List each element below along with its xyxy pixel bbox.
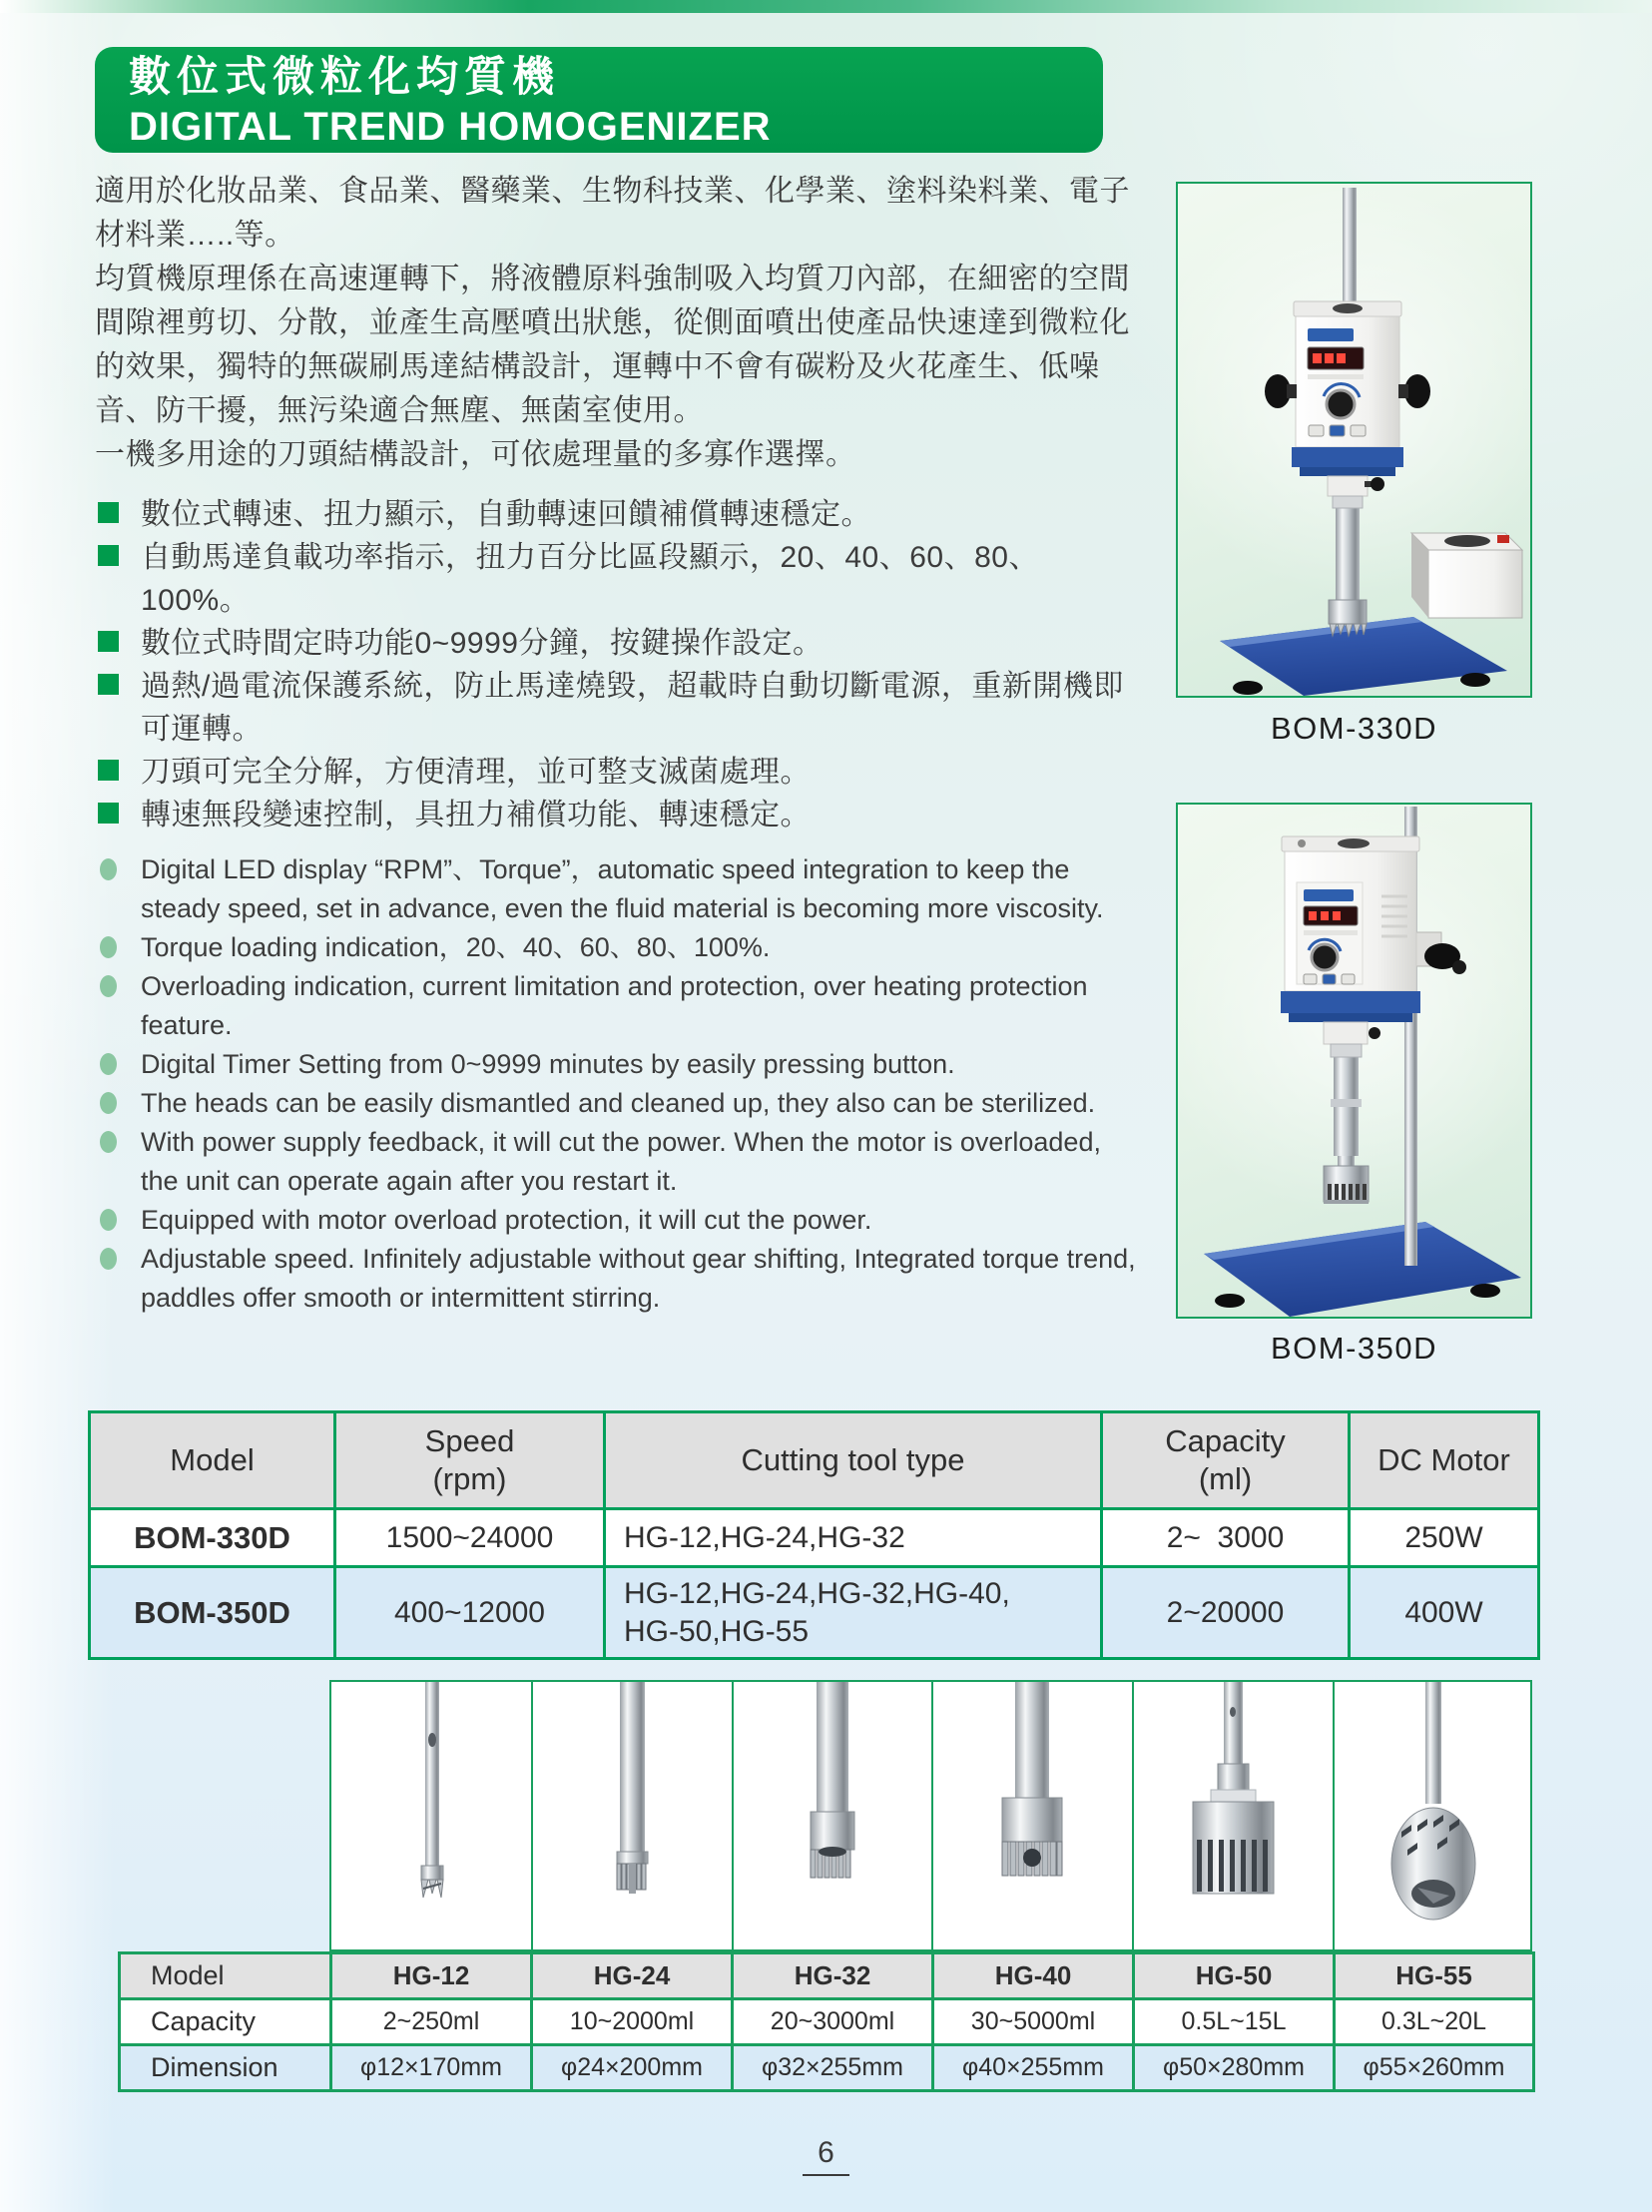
spec-cutting-cell: HG-12,HG-24,HG-32 <box>605 1509 1102 1567</box>
intro-paragraph: 一機多用途的刀頭結構設計，可依處理量的多寡作選擇。 <box>95 438 856 471</box>
spec-capacity-cell: 2~ 3000 <box>1102 1509 1350 1567</box>
page-top-decoration <box>0 0 1652 13</box>
head-capacity-cell: 0.5L~15L <box>1134 1999 1335 2045</box>
heads-model-row <box>120 1953 1534 1999</box>
feature-item-en: Adjustable speed. Infinitely adjustable without gear shifting, Integrated torque trend, paddles offer smooth or intermittent stirring. <box>95 1240 1145 1318</box>
head-model-cell: HG-55 <box>1335 1953 1534 1999</box>
product-photo-frame-bom-350d <box>1176 803 1532 1319</box>
head-capacity-cell: 2~250ml <box>331 1999 532 2045</box>
head-image-hg-40 <box>1002 1682 1062 1876</box>
heads-dimension-row <box>120 2045 1534 2091</box>
heads-capacity-row <box>120 1999 1534 2045</box>
head-model-cell: HG-40 <box>933 1953 1134 1999</box>
feature-item-zh: 刀頭可完全分解，方便清理，並可整支滅菌處理。 <box>95 751 1145 794</box>
head-model-cell: HG-50 <box>1134 1953 1335 1999</box>
spec-col-cutting: Cutting tool type <box>605 1412 1102 1509</box>
product-photo-frame-bom-330d <box>1176 182 1532 698</box>
head-image-hg-24 <box>617 1682 648 1894</box>
spec-col-speed: Speed (rpm) <box>335 1412 605 1509</box>
feature-item-en: Digital LED display “RPM”、Torque”，automatic speed integration to keep the steady speed, set in advance, even the fluid material is becoming more viscosity. <box>95 850 1145 928</box>
bom-350d-product-photo <box>1178 805 1530 1317</box>
head-capacity-cell: 20~3000ml <box>733 1999 933 2045</box>
spec-motor-cell: 400W <box>1350 1567 1539 1659</box>
head-dimension-cell: φ12×170mm <box>331 2045 532 2091</box>
spec-row-bom-350d <box>90 1567 1539 1659</box>
intro-paragraph: 適用於化妝品業、食品業、醫藥業、生物科技業、化學業、塗料染料業、電子材料業…..等。 <box>95 175 1130 252</box>
feature-item-en: Digital Timer Setting from 0~9999 minutes by easily pressing button. <box>95 1045 1145 1084</box>
features-list-zh <box>95 493 1145 836</box>
spec-row-bom-330d <box>90 1509 1539 1567</box>
spec-col-motor: DC Motor <box>1350 1412 1539 1509</box>
head-capacity-cell: 10~2000ml <box>532 1999 733 2045</box>
head-image-hg-32 <box>811 1682 854 1878</box>
heads-row-label: Model <box>120 1953 331 1999</box>
feature-item-en: Overloading indication, current limitation and protection, over heating protection feature. <box>95 967 1145 1045</box>
spec-motor-cell: 250W <box>1350 1509 1539 1567</box>
spec-speed-cell: 1500~24000 <box>335 1509 605 1567</box>
head-model-cell: HG-12 <box>331 1953 532 1999</box>
head-model-cell: HG-32 <box>733 1953 933 1999</box>
product-caption-bom-330d: BOM-330D <box>1270 711 1438 746</box>
features-list-en <box>95 850 1145 1318</box>
head-capacity-cell: 0.3L~20L <box>1335 1999 1534 2045</box>
feature-item-en: The heads can be easily dismantled and cleaned up, they also can be sterilized. <box>95 1084 1145 1123</box>
heads-row-label: Capacity <box>120 1999 331 2045</box>
spec-model-cell: BOM-330D <box>90 1509 335 1567</box>
intro-paragraph: 均質機原理係在高速運轉下，將液體原料強制吸入均質刀內部，在細密的空間間隙裡剪切、分散，並產生高壓噴出狀態，從側面噴出使產品快速達到微粒化的效果，獨特的無碳刷馬達結構設計，運轉中不會有碳粉及火花產生、低噪音、防干擾，無污染適合無塵、無菌室使用。 <box>95 263 1130 427</box>
feature-item-zh: 數位式轉速、扭力顯示，自動轉速回饋補償轉速穩定。 <box>95 493 1145 536</box>
head-dimension-cell: φ50×280mm <box>1134 2045 1335 2091</box>
intro-paragraphs <box>95 170 1141 477</box>
feature-item-zh: 轉速無段變速控制，具扭力補償功能、轉速穩定。 <box>95 794 1145 836</box>
cutting-heads-image-strip <box>329 1680 1532 1951</box>
feature-item-zh: 數位式時間定時功能0~9999分鐘，按鍵操作設定。 <box>95 622 1145 665</box>
head-image-hg-50 <box>1193 1682 1274 1894</box>
head-image-hg-12 <box>421 1682 443 1898</box>
head-model-cell: HG-24 <box>532 1953 733 1999</box>
product-caption-bom-350d: BOM-350D <box>1270 1331 1438 1366</box>
heads-row-label: Dimension <box>120 2045 331 2091</box>
spec-table <box>88 1410 1540 1660</box>
feature-item-en: Torque loading indication，20、40、60、80、100%. <box>95 928 1145 967</box>
feature-item-en: Equipped with motor overload protection, it will cut the power. <box>95 1201 1145 1240</box>
head-dimension-cell: φ40×255mm <box>933 2045 1134 2091</box>
feature-item-zh: 過熱/過電流保護系統，防止馬達燒毀，超載時自動切斷電源，重新開機即可運轉。 <box>95 665 1145 751</box>
cutting-heads-image <box>331 1682 1530 1949</box>
feature-item-zh: 自動馬達負載功率指示，扭力百分比區段顯示，20、40、60、80、100%。 <box>95 536 1145 622</box>
head-capacity-cell: 30~5000ml <box>933 1999 1134 2045</box>
head-dimension-cell: φ55×260mm <box>1335 2045 1534 2091</box>
spec-model-cell: BOM-350D <box>90 1567 335 1659</box>
page-title-en: DIGITAL TREND HOMOGENIZER <box>129 105 772 149</box>
spec-header-row <box>90 1412 1539 1509</box>
spec-cutting-cell: HG-12,HG-24,HG-32,HG-40, HG-50,HG-55 <box>605 1567 1102 1659</box>
spec-col-model: Model <box>90 1412 335 1509</box>
head-dimension-cell: φ24×200mm <box>532 2045 733 2091</box>
spec-capacity-cell: 2~20000 <box>1102 1567 1350 1659</box>
page-title-banner <box>95 47 1103 153</box>
spec-col-capacity: Capacity (ml) <box>1102 1412 1350 1509</box>
bom-330d-product-photo <box>1178 184 1530 696</box>
spec-speed-cell: 400~12000 <box>335 1567 605 1659</box>
page-title-zh: 數位式微粒化均質機 <box>129 53 561 100</box>
head-dimension-cell: φ32×255mm <box>733 2045 933 2091</box>
head-image-hg-55 <box>1391 1682 1475 1920</box>
feature-item-en: With power supply feedback, it will cut the power. When the motor is overloaded, the unit can operate again after you restart it. <box>95 1123 1145 1201</box>
page-number: 6 <box>0 2136 1652 2176</box>
heads-table <box>118 1951 1535 2092</box>
